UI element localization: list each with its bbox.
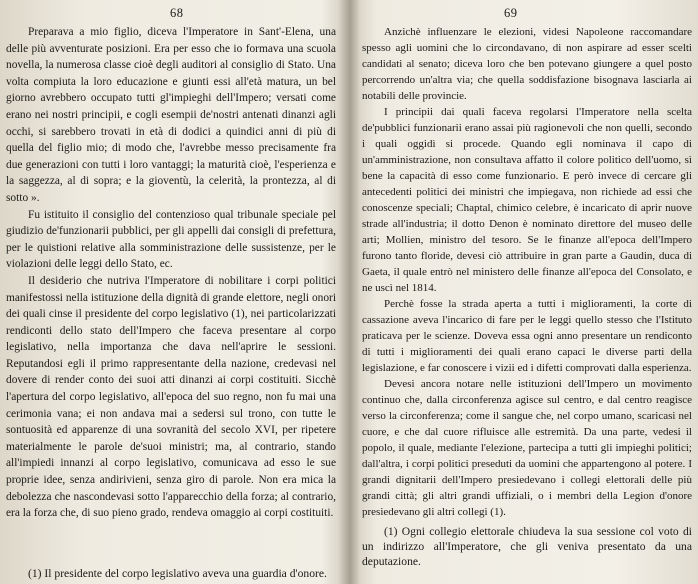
paragraph: Perchè fosse la strada aperta a tutti i miglioramenti, la corte di cassazione aveva l'incarico di fare per le leggi quello stesso che l'Istituto praticava per le scienze. Doveva essa ogni anno presentare un rendiconto di tutti i miglioramenti dei quali erano capaci le diverse parti della legislazione, e far conoscere i vizii ed i difetti comprovati dalla esperienza.	[362, 298, 692, 374]
left-page-body	[6, 24, 336, 522]
footnote-block-right	[362, 524, 692, 569]
paragraph: Anzichè influenzare le elezioni, videsi Napoleone raccomandare spesso agli uomini che lo circondavano, di non aspirare ad esser scelti candidati al senato; diceva loro che ben potevano giungere a quel posto percorrendo un'altra via; che quella soddisfazione bisognava lasciarla ai notabili delle provincie.	[362, 26, 692, 102]
footnote: (1) Ogni collegio elettorale chiudeva la sua sessione col voto di un indirizzo all'Imperatore, che gli veniva presentato da una deputazione.	[362, 525, 692, 568]
footnote: (1) Il presidente del corpo legislativo aveva una guardia d'onore.	[28, 566, 327, 580]
paragraph: I principii dai quali faceva regolarsi l'Imperatore nella scelta de'pubblici funzionarii erano assai più ragionevoli che non quelli, secondo i quali oggidì si procede. Quando egli nominava il capo di un'amministrazione, non consultava affatto il colore politico dell'uomo, sì bene la capacità di esso come funzionario. E però invece di cercare gli antecedenti politici dei ministri che impiegava, non richiede ad essi che conoscenze speciali; Chaptal, chimico celebre, è incaricato di aprir nuove strade all'industria; il dotto Denon è nominato direttore del museo delle arti; Mollien, ministro del tesoro. Se le finanze all'epoca dell'Impero furono tanto floride, devesi ciò attribuire in gran parte a Gaudin, duca di Gaeta, il quale entrò nel ministero delle finanze all'epoca del Consolato, e ne uscì nel 1814.	[362, 106, 692, 294]
paragraph: Preparava a mio figlio, diceva l'Imperatore in Sant'-Elena, una delle più avventurate posizioni. Era per esso che io formava una scuola novella, la numerosa classe cioè degli auditori al consiglio di Stato. Una volta compiuta la loro educazione e giunti essi all'età matura, un bel giorno avrebbero occupato tutti gl'impieghi dell'Impero; versati come erano nei nostri principii, e cogli esempii de'nostri antenati dinanzi agli occhi, si sarebbero trovati in età di dodici a quindici anni di più di quella del figlio mio; di modo che, l'avrebbe messo precisamente fra due generazioni con tutti i loro vantaggi; la maturità cioè, l'esperienza e la saggezza, al di sopra; e la gioventù, la celerità, la prontezza, al di sotto ».	[6, 26, 336, 204]
paragraph: Fu istituito il consiglio del contenzioso qual tribunale speciale pel giudizio de'funzionarii pubblici, per gli appelli dai consigli di prefettura, per le quistioni relative alla somministrazione delle sussistenze, per le violazioni delle leggi dello Stato, ec.	[6, 208, 336, 271]
paragraph: Devesi ancora notare nelle istituzioni dell'Impero un movimento continuo che, dalla circonferenza agisce sul centro, e dal centro reagisce verso la circonferenza; come il sangue che, nel corpo umano, scaricasi nel cuore, e che dal cuore rifluisce alle estremità. Da una parte, vedesi il popolo, il quale, mediante l'elezione, partecipa a tutti gli impieghi politici; dall'altra, i corpi politici preseduti da uomini che appartengono al potere. I grandi dignitarii dell'Impero presiedevano i collegi elettorali delle più grandi città; gli altri grandi uffiziali, o i membri della Legion d'onore presiedevano gli altri collegi (1).	[362, 378, 692, 518]
paragraph: Il desiderio che nutriva l'Imperatore di nobilitare i corpi politici manifestossi nella istituzione della dignità di grande elettore, negli onori dei quali cinse il presidente del corpo legislativo (1), nei particolarizzati rendiconti dello stato dell'Impero che faceva presentare al corpo legislativo, nella importanza che dava nell'aprire le sessioni. Reputandosi egli il primo rappresentante della nazione, credevasi nel dovere di render conto dei suoi atti dinanzi ai corpi costituiti. Sicchè l'apertura del corpo legislativo, all'epoca del suo regno, non fu mai una cerimonia vana; ei non andava mai a sedersi sul trono, con tutte le sontuosità ed apparenze di una sovranità del secolo XVI, per ripetere materialmente le parole de'suoi ministri; ma, al contrario, stando all'impiedi innanzi al corpo legislativo, comunicava ad esso le sue proprie idee, senza andirivieni, senza giro di parole. Non era mica la debolezza che nascondevasi sotto l'apparecchio della forza; al contrario, era la forza che, di suo pieno grado, rendeva omaggio ai corpi costituiti.	[6, 274, 336, 520]
right-page	[352, 0, 698, 584]
page-number-right: 69	[504, 6, 518, 20]
left-page	[0, 0, 345, 584]
footnote-block-left	[6, 554, 336, 584]
page-number-left: 68	[170, 6, 184, 20]
right-page-body	[362, 24, 692, 569]
